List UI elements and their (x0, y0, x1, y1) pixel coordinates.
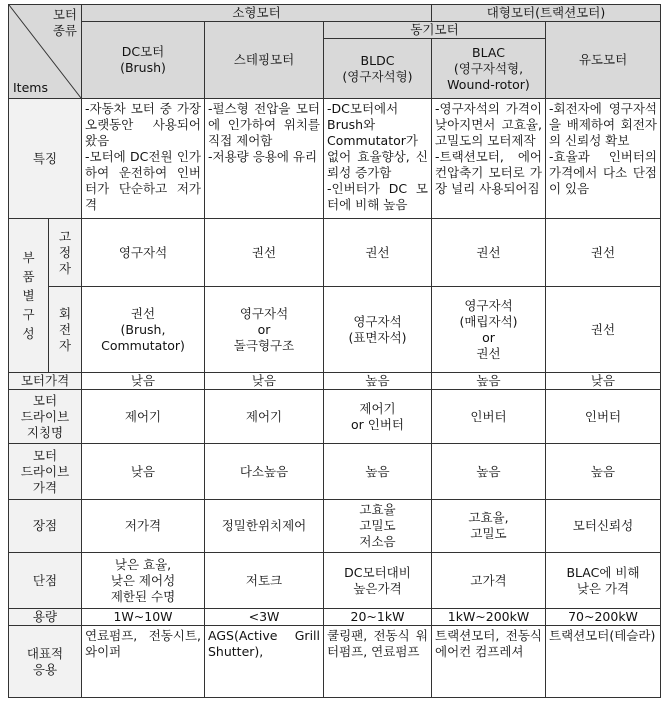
row-pros-induction: 모터신뢰성 (546, 500, 661, 553)
row-pros-step: 정밀한위치제어 (205, 500, 324, 553)
row-rotor-dc: 권선 (Brush, Commutator) (82, 287, 205, 373)
row-feature-blac: -영구자석의 가격이 낮아지면서 고효율, 고밀도의 모터제작 -트랙션모터, 에어컨압축기 모터로 가장 널리 사용되어짐 (432, 99, 546, 219)
induction-motor-header: 유도모터 (546, 22, 661, 99)
row-pros-dc: 저가격 (82, 500, 205, 553)
row-cons-label: 단점 (9, 553, 82, 609)
row-feature-dc: -자동차 모터 중 가장 오랫동안 사용되어 왔음 -모터에 DC전원 인가하여 운전하여 인버터가 단순하고 저가격 (82, 99, 205, 219)
row-feature-label: 특징 (9, 99, 82, 219)
large-motor-header: 대형모터(트랙션모터) (432, 5, 661, 22)
row-rotor-induction: 권선 (546, 287, 661, 373)
row-cons-dc: 낮은 효율, 낮은 제어성 제한된 수명 (82, 553, 205, 609)
row-feature (9, 99, 661, 219)
row-capacity-induction: 70~200kW (546, 609, 661, 626)
row-parts-label: 부 품 별 구 성 (9, 219, 49, 373)
dc-motor-header: DC모터 (Brush) (82, 22, 205, 99)
row-drive-price-dc: 낮음 (82, 444, 205, 500)
blac-header: BLAC (영구자석형, Wound-rotor) (432, 39, 546, 99)
row-feature-bldc: -DC모터에서 Brush와 Commutator가 없어 효율향상, 신뢰성 증가함 -인버터가 DC 모터에 비해 높음 (324, 99, 432, 219)
row-drive-name-dc: 제어기 (82, 390, 205, 444)
row-price-label: 모터가격 (9, 373, 82, 390)
row-price-step: 낮음 (205, 373, 324, 390)
header-row-1 (9, 5, 661, 22)
row-rotor-blac: 영구자석 (매립자석) or 권선 (432, 287, 546, 373)
row-price-induction: 낮음 (546, 373, 661, 390)
row-drive-price-bldc: 높음 (324, 444, 432, 500)
row-feature-step: -펄스형 전압을 모터에 인가하여 위치를 직접 제어함 -저용량 응용에 유리 (205, 99, 324, 219)
header-row-2 (9, 22, 661, 39)
row-drive-name-label: 모터 드라이브 지칭명 (9, 390, 82, 444)
row-applications (9, 626, 661, 698)
row-stator-induction: 권선 (546, 219, 661, 287)
row-rotor-label: 회 전 자 (49, 287, 82, 373)
row-drive-name-induction: 인버터 (546, 390, 661, 444)
row-stator-step: 권선 (205, 219, 324, 287)
row-drive-price-label: 모터 드라이브 가격 (9, 444, 82, 500)
row-cons-blac: 고가격 (432, 553, 546, 609)
row-stator-dc: 영구자석 (82, 219, 205, 287)
row-drive-name-step: 제어기 (205, 390, 324, 444)
row-feature-induction: -회전자에 영구자석을 배제하여 회전자의 신뢰성 확보 -효율과 인버터의 가격에서 다소 단점이 있음 (546, 99, 661, 219)
row-stator-bldc: 권선 (324, 219, 432, 287)
row-capacity-blac: 1kW~200kW (432, 609, 546, 626)
row-pros (9, 500, 661, 553)
row-pros-label: 장점 (9, 500, 82, 553)
sync-motor-header: 동기모터 (324, 22, 546, 39)
bldc-header: BLDC (영구자석형) (324, 39, 432, 99)
corner-bottom-label: Items (13, 80, 48, 95)
row-cons-bldc: DC모터대비 높은가격 (324, 553, 432, 609)
row-drive-price-induction: 높음 (546, 444, 661, 500)
row-applications-blac: 트랙션모터, 전동식 에어컨 컴프레셔 (432, 626, 546, 698)
row-drive-name-bldc: 제어기 or 인버터 (324, 390, 432, 444)
row-rotor-step: 영구자석 or 돌극형구조 (205, 287, 324, 373)
row-drive-price-step: 다소높음 (205, 444, 324, 500)
stepping-motor-header: 스테핑모터 (205, 22, 324, 99)
row-applications-bldc: 쿨링팬, 전동식 워터펌프, 연료펌프 (324, 626, 432, 698)
row-applications-induction: 트랙션모터(테슬라) (546, 626, 661, 698)
row-cons (9, 553, 661, 609)
row-applications-step: AGS(Active Grill Shutter), (205, 626, 324, 698)
row-price-bldc: 높음 (324, 373, 432, 390)
row-rotor (9, 287, 661, 373)
row-capacity (9, 609, 661, 626)
row-drive-name (9, 390, 661, 444)
row-price-blac: 높음 (432, 373, 546, 390)
row-drive-price (9, 444, 661, 500)
row-rotor-bldc: 영구자석 (표면자석) (324, 287, 432, 373)
row-applications-dc: 연료펌프, 전동시트, 와이퍼 (82, 626, 205, 698)
corner-cell (9, 5, 82, 99)
row-drive-price-blac: 높음 (432, 444, 546, 500)
motor-comparison-table (8, 4, 661, 698)
row-pros-bldc: 고효율 고밀도 저소음 (324, 500, 432, 553)
row-cons-induction: BLAC에 비해 낮은 가격 (546, 553, 661, 609)
corner-top-label: 모터 종류 (52, 7, 77, 38)
row-stator-label: 고 정 자 (49, 219, 82, 287)
row-cons-step: 저토크 (205, 553, 324, 609)
row-price-dc: 낮음 (82, 373, 205, 390)
row-applications-label: 대표적 응용 (9, 626, 82, 698)
small-motor-header: 소형모터 (82, 5, 432, 22)
row-price (9, 373, 661, 390)
row-capacity-dc: 1W~10W (82, 609, 205, 626)
row-drive-name-blac: 인버터 (432, 390, 546, 444)
row-stator (9, 219, 661, 287)
row-capacity-label: 용량 (9, 609, 82, 626)
row-pros-blac: 고효율, 고밀도 (432, 500, 546, 553)
row-capacity-step: <3W (205, 609, 324, 626)
row-stator-blac: 권선 (432, 219, 546, 287)
row-capacity-bldc: 20~1kW (324, 609, 432, 626)
